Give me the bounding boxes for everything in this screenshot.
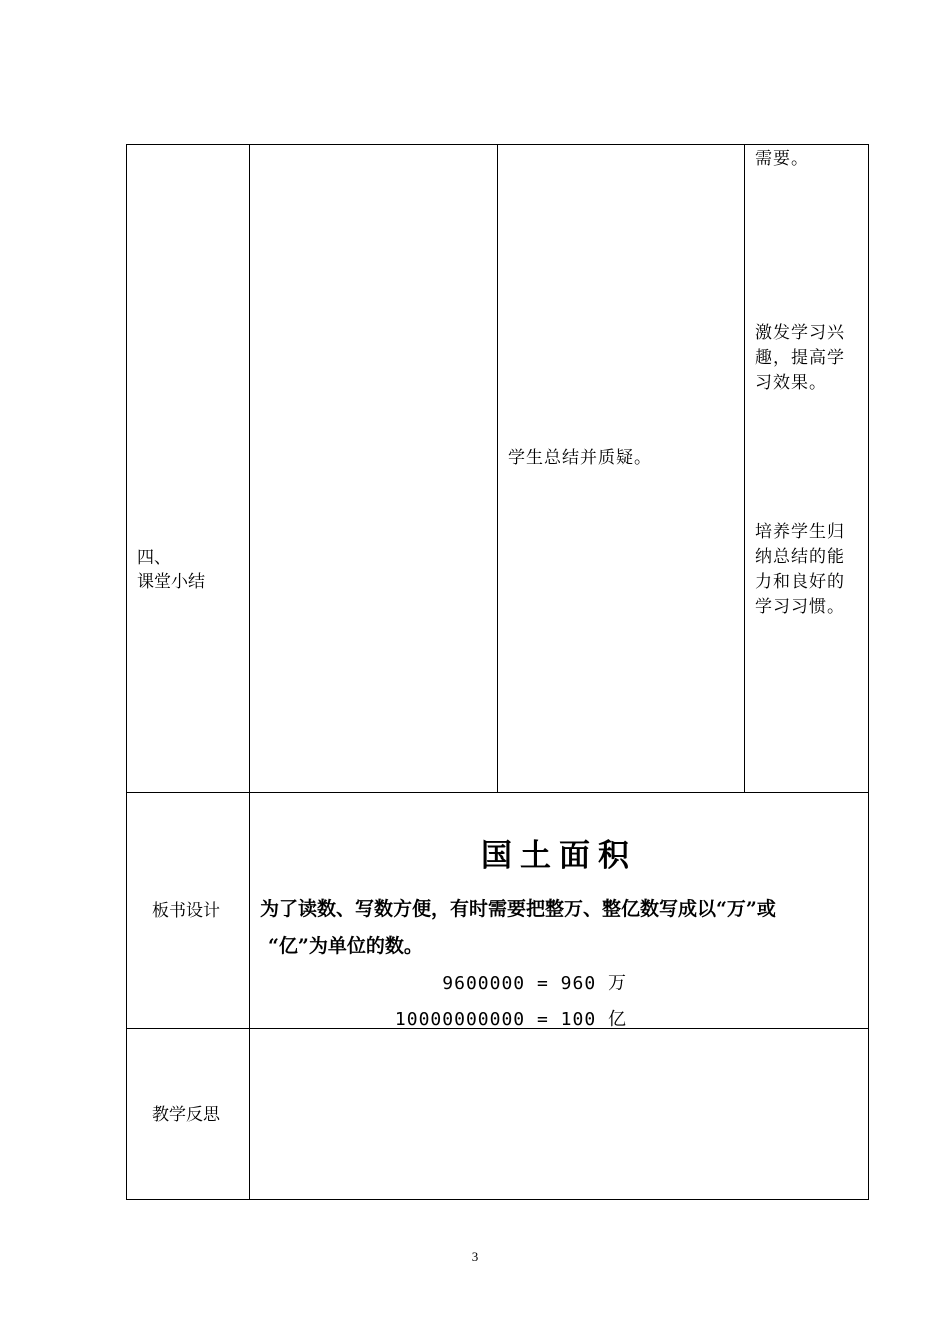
board-design-label: 板书设计 — [152, 901, 220, 921]
board-equation-2: 10000000000 = 100 亿 — [394, 1009, 627, 1030]
purpose-line: 趣，提高学 — [755, 348, 845, 368]
purpose-line: 培养学生归 — [755, 522, 845, 542]
board-text-line-2: “亿”为单位的数。 — [268, 935, 423, 957]
page-number: 3 — [471, 1249, 479, 1264]
student-activity: 学生总结并质疑。 — [508, 448, 652, 468]
purpose-line: 激发学习兴 — [755, 323, 845, 343]
board-title: 国土面积 — [481, 838, 637, 874]
board-equation-1: 9600000 = 960 万 — [442, 973, 627, 994]
section-label-number: 四、 — [137, 548, 171, 568]
purpose-line: 力和良好的 — [755, 572, 845, 592]
purpose-line: 习效果。 — [755, 373, 827, 393]
section-label-title: 课堂小结 — [137, 572, 205, 592]
purpose-continued: 需要。 — [755, 149, 809, 169]
purpose-line: 纳总结的能 — [755, 547, 845, 567]
purpose-line: 学习习惯。 — [755, 597, 845, 617]
board-text-line-1: 为了读数、写数方便，有时需要把整万、整亿数写成以“万”或 — [260, 898, 776, 920]
reflection-label: 教学反思 — [152, 1105, 220, 1125]
